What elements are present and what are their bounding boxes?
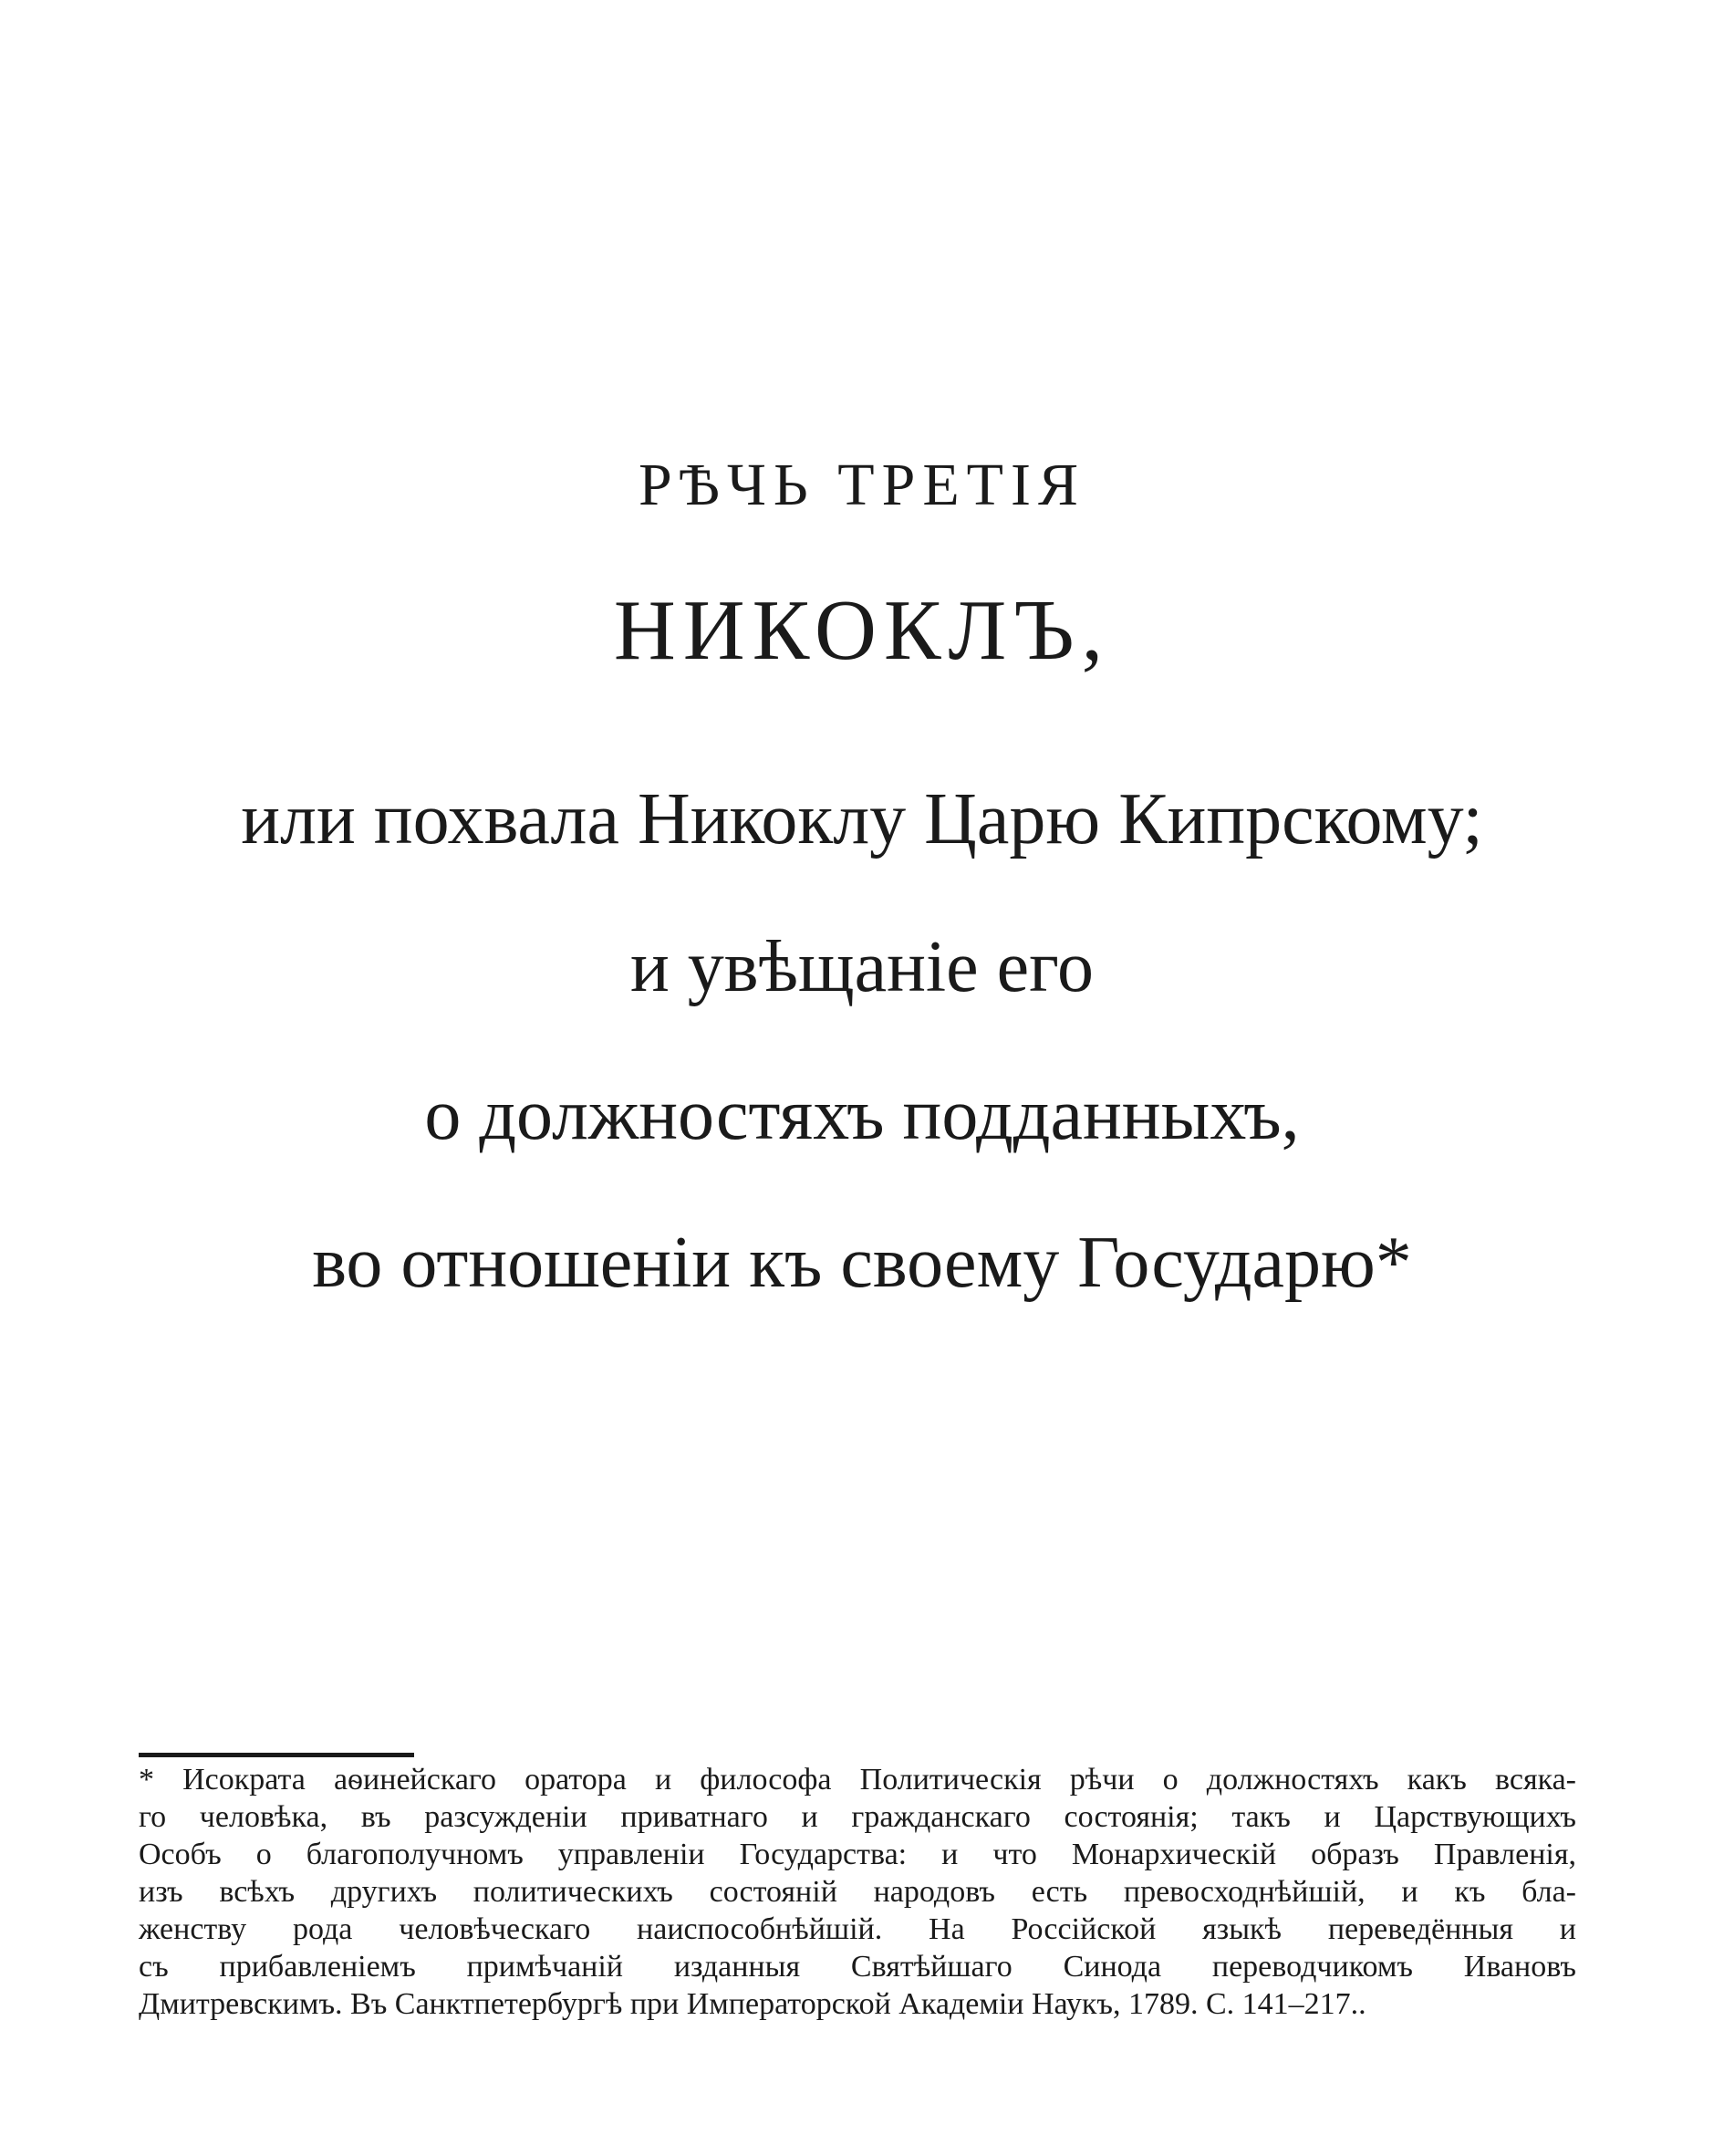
subtitle-line-2: и увѣщаніе его <box>629 927 1094 1007</box>
subtitle-line-4: во отношеніи къ своему Государю* <box>312 1223 1412 1303</box>
footnote-line-6: съ прибавленіемъ примѣчаній изданныя Святѣйшаго Синода переводчикомъ Ивановъ <box>139 1950 1576 1984</box>
speech-name-heading: НИКОКЛЪ, <box>613 583 1111 678</box>
subtitle-line-3: о должностяхъ подданныхъ, <box>424 1075 1300 1155</box>
footnote-line-7: Дмитревскимъ. Въ Санктпетербургѣ при Императорской Академіи Наукъ, 1789. С. 141–217.. <box>139 1987 1366 2021</box>
footnote-divider <box>139 1753 414 1757</box>
footnote-line-2: го человѣка, въ разсужденіи приватнаго и гражданскаго состоянія; такъ и Царствующихъ <box>139 1800 1576 1834</box>
footnote-line-3: Особъ о благополучномъ управленіи Государства: и что Монархическій образъ Правленія, <box>139 1838 1576 1871</box>
footnote-line-5: женству рода человѣческаго наиспособнѣйшій. На Россійской языкѣ переведённыя и <box>139 1912 1576 1946</box>
footnote-line-4: изъ всѣхъ другихъ политическихъ состояній народовъ есть превосходнѣйшій, и къ бла- <box>139 1875 1576 1909</box>
speech-number-heading: РѢЧЬ ТРЕТІЯ <box>639 452 1085 518</box>
footnote <box>139 1761 1576 2023</box>
footnote-line-1: * Исократа аѳинейскаго оратора и философа Политическія рѣчи о должностяхъ какъ всяка- <box>139 1763 1576 1797</box>
subtitle-line-1: или похвала Никоклу Царю Кипрскому; <box>241 779 1483 859</box>
